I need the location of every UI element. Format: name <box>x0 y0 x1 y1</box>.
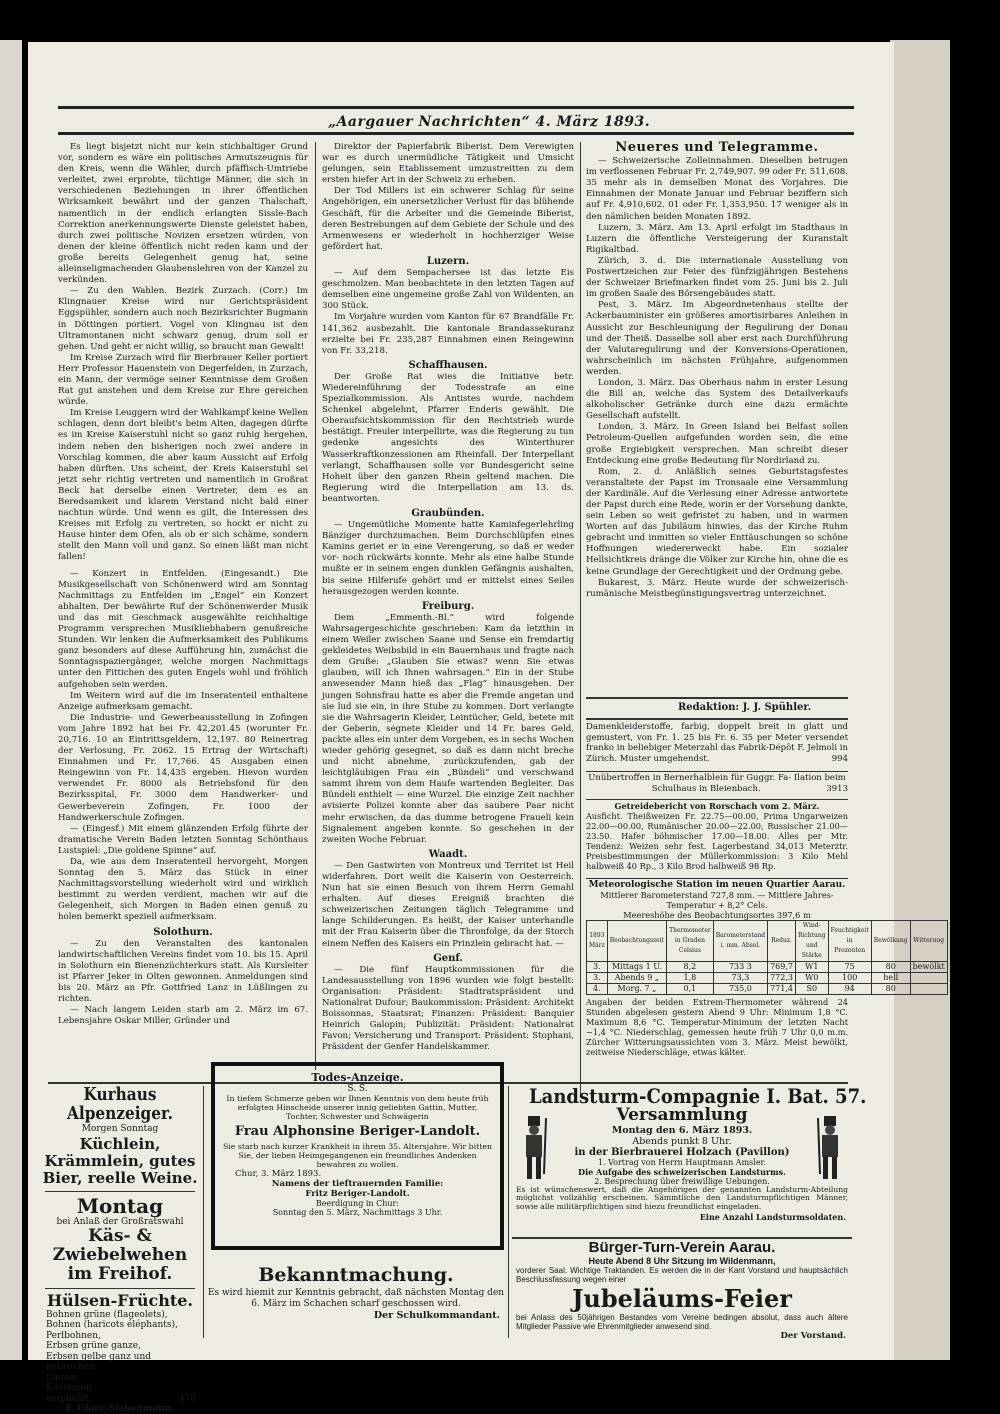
weather-column-header: 1893 März <box>587 921 608 962</box>
ad-title: Bekanntmachung. <box>258 1264 454 1286</box>
ad-bekanntmachung <box>206 1266 506 1338</box>
weather-cell: Mittags 1 U. <box>607 962 666 973</box>
weather-cell: 100 <box>828 973 871 984</box>
list-item: Linsen, <box>46 1372 80 1383</box>
article-paragraph: — Ungemütliche Momente hatte Kaminfegerlehrling Bänziger durchzumachen. Beim Durchschlüpfen eines Kamins geriet er in eine Verengerung, so daß er weder vor- noch rückwärts konnte. Mehr als eine halbe Stunde mußte er in seinem engen dunklen Gefängnis aushalten, bis seine Hilferufe gehört und er mittelst eines Seiles herausgezogen werden konnte. <box>322 520 574 597</box>
left-page-edge <box>0 40 22 1360</box>
weather-cell: W0 <box>795 973 828 984</box>
ad-number: 3913 <box>826 783 848 794</box>
article-paragraph: — Zu den Veranstalten des kantonalen landwirtschaftlichen Vereins findet vom 10. bis 15. April in Solothurn ein Bienenzüchterkurs statt. Als Kursleiter ist Pfarrer Jeker in Olten gewonnen. Anmeldungen sind bis 20. März an Pfr. Gottfried Lanz in Lüßlingen zu richten. <box>58 938 308 1005</box>
column-divider <box>508 1086 509 1338</box>
notice-date: Chur, 3. März 1893. <box>235 1169 322 1179</box>
article-paragraph: Da, wie aus dem Inseratenteil hervorgeht, Morgen Sonntag den 5. März das Stück in einer Nachmittagsvorstellung wiederholt wird und wirklich bestimmt zu werden verdient, machen wir auf die Gelegenheit, sich Morgen in Baden einen genuß zu holen bemerkt speziell aufmerksam. <box>58 857 308 923</box>
rule <box>586 771 848 772</box>
weather-column-header: Reduz. <box>768 921 796 962</box>
weather-footer: Angaben der beiden Extrem-Thermometer während 24 Stunden abgelesen gestern Abend 9 Uhr: Minimum 1,8 °C. Maximum 8,6 °C. Temperatur-Minimum der letzten Nacht −1,4 °C. Niederschlag, gemessen heute früh 7 Uhr 0,0 m.m. Zürcher Witterungsaussichten vom 3. März. Meist bewölkt, zeitweise Niederschläge, etwas kälter. <box>586 997 848 1057</box>
weather-cell: 94 <box>828 984 871 995</box>
section-heading: Solothurn. <box>153 926 213 938</box>
section-heading: Luzern. <box>426 255 470 267</box>
section-heading: Genf. <box>433 952 463 964</box>
weather-cell: 769,7 <box>768 962 796 973</box>
ad-text: Es ist wünschenswert, daß die Angehörigen der genannten Landsturm-Abteilung möglichst vollzählig erscheinen. Sämmtliche den Landsturmpflichtigen Männer, sowie alle militärpflichtigen sind hiezu freundlichst eingeladen. <box>516 1184 848 1212</box>
news-item: Zürich, 3. d. Die internationale Ausstellung von Postwertzeichen zur Feier des fünfzigjährigen Bestehens der Schweizer Briefmarken findet vom 25. Juni bis 2. Juli im großen Saale des Börsengebäudes statt. <box>586 255 848 300</box>
grain-report-title: Getreidebericht von Rorschach vom 2. März. <box>614 801 820 811</box>
list-item: Bohnen (haricots éléphants), <box>46 1320 178 1331</box>
list-item: Erbsen grüne ganze, <box>46 1341 141 1352</box>
ad-text: vorderer Saal. Wichtige Traktanden. Es werden die in der Kant Vorstand und hauptsächlich Beschlussfassung wegen einer <box>516 1265 848 1284</box>
ad-bernerhalblein <box>586 773 848 794</box>
news-item: Rom, 2. d. Anläßlich seines Geburtstagsfestes veranstaltete der Papst im Tronsaale eine Versammlung der Kardinäle. Auf die Verlesung einer Adresse antwortete der Papst durch eine Rede, worin er der Vorsehung dankte, sein Leben so weit gefristet zu haben, und in warmen Worten auf das Jubiläum hinwies, das der Kirche Ruhm gebracht und inmitten so vieler Enttäuschungen so schöne Hoffnungen wiedererweckt habe. Ein sozialer Hellsichtkreis dränge die Völker zur Kirche hin, ohne die es keine Grundlage der Gerechtigkeit und der Ordnung gebe. <box>586 466 848 577</box>
ad-subtitle: bei Anlaß der Großratswahl <box>56 1216 184 1227</box>
ad-headline: Jubeläums-Feier <box>572 1283 792 1313</box>
weather-cell: 772,3 <box>768 973 796 984</box>
list-item: Kastanien, <box>46 1383 95 1394</box>
article-paragraph: Im Vorjahre wurden vom Kanton für 67 Brandfälle Fr. 141,362 ausbezahlt. Die kantonale Brandassekuranz erzielte bei Fr. 235,287 Einnahmen einen Reingewinn von Fr. 33,218. <box>322 312 574 356</box>
weather-table-body <box>587 962 948 995</box>
ad-text: Unübertroffen in Bernerhalblein für Guggr. Fa- Ilation beim Schulhaus in Bleienbach. <box>588 773 846 794</box>
notice-text: Sie starb nach kurzer Krankheit in ihrem 35. Altersjahre. Wir bitten Sie, der lieben Heimgegangenen ein freundliches Andenken bewahren zu wollen. <box>222 1142 493 1169</box>
page-title: „Aargauer Nachrichten“ 4. März 1893. <box>328 114 651 130</box>
weather-title: Meteorologische Station im neuen Quartier Aarau. <box>588 880 846 890</box>
weather-table-header <box>587 921 948 962</box>
weather-cell: 73,3 <box>713 973 767 984</box>
weather-column-header: Barometerstand i. mm. Absol. <box>713 921 767 962</box>
weather-row <box>587 962 948 973</box>
article-paragraph: Der Große Rat wies die Initiative betr. Wiedereinführung der Todesstrafe an eine Spezialkommission. Als Antistes wurde, nachdem Schenkel abgelehnt, Pfarrer Enderis gewählt. Die Oberaufsichtskommission für den Rechtstrieb wurde bestätigt. Freuler interpellirte, was die Regierung zu tun gedenke angesichts des Winterthurer Wasserkraftkonzessionen am Rheinfall. Der Interpellant verlangt, Schaffhausen solle vor Bundesgericht seine Hoheit über den ganzen Rhein geltend machen. Die Regierung wird die Interpellation am 13. ds. beantworten. <box>322 371 574 504</box>
weather-cell: 735,0 <box>713 984 767 995</box>
ad-item-list <box>40 1310 200 1394</box>
ad-title: Montag <box>76 1193 164 1218</box>
article-paragraph: Der Tod Millers ist ein schwerer Schlag für seine Angehörigen, ein unersetzlicher Verlust für das blühende Geschäft, für die Arbeiter und die Gemeinde Biberist, deren Bestrebungen auf dem Gebiete der Schule und des Armenwesens er wiederholt in hochherziger Weise gefördert hat. <box>322 186 574 252</box>
notice-burial: Beerdigung in Chur: <box>315 1199 400 1208</box>
ad-signature: Eine Anzahl Landsturmsoldaten. <box>699 1211 846 1222</box>
article-paragraph: Im Weitern wird auf die im Inseratenteil enthaltene Anzeige aufmerksam gemacht. <box>58 690 308 712</box>
ad-number: 994 <box>831 753 848 764</box>
newspaper-page <box>28 42 945 1414</box>
article-paragraph: — Die fünf Hauptkommissionen für die Landesausstellung von 1896 wurden wie folgt bestellt: Organisation: Präsident: Stadtratspräsident und Nationalrat Dufour; Baukommission: Präsident: Architekt Boissonnas, Staatsrat; Finanzen: Präsident: Banquier Heinrich Galopin; Publizität: Präsident: Nationalrat Favon; Versicherung und Transport: Präsident: Stophani, Präsident der Genfer Handelskammer. <box>322 964 574 1053</box>
section-heading: Schaffhausen. <box>408 359 488 371</box>
weather-column-header: Feuchtigkeit in Prozenten <box>828 921 871 962</box>
article-paragraph: — (Eingesf.) Mit einem glänzenden Erfolg führte der dramatische Verein Baden letzten Sonntag Schönthaus Lustspiel: „Die goldene Spinne“ auf. <box>58 823 308 856</box>
article-paragraph: — Konzert in Entfelden. (Eingesandt.) Die Musikgesellschaft von Schönenwerd wird am Sonntag Nachmittags zu Entfelden im „Engel“ ein Konzert abhalten. Der bewährte Ruf der Schönenwerder Musik und das mit Geschmack ausgewählte reichhaltige Programm versprechen Musikliebhabern genußreiche Stunden. Wir lenken die Aufmerksamkeit des Publikums ganz besonders auf diese Aufführung hin, zumächst die Sonntagsspaziergänger, welche morgen Nachmittags unter den Fittichen des guten Engels wohl und fröhlich aufgehoben sein werden. <box>58 568 308 690</box>
ad-footer-text: empfiehlt <box>46 1393 90 1404</box>
right-page-edge <box>890 40 950 1360</box>
ad-title: Landsturm-Compagnie I. Bat. 57. <box>529 1084 867 1108</box>
ad-title: Bürger-Turn-Verein Aarau. <box>588 1239 776 1256</box>
ad-text: Damenkleiderstoffe, farbig, doppelt breit in glatt und gemustert, von Fr. 1. 25 bis Fr. 6. 35 per Meter versendet franko in beliebiger Meterzahl das Fabrik-Dépôt F. Jelmoli in Zürich. Muster umgehendst. <box>586 722 848 764</box>
notice-initials: S. S. <box>347 1084 368 1094</box>
grain-report <box>586 801 848 871</box>
section-heading: Waadt. <box>428 848 468 860</box>
column-divider <box>315 142 316 1070</box>
article-paragraph: Im Kreise Leuggern wird der Wahlkampf keine Wellen schlagen, denn dort bleibt's beim Alten, dagegen dürfte es im Kreise Kaiserstuhl nicht so ganz ruhig hergehen, indem neben den bisherigen noch zwei andere in Vorschlag kommen, die aber kaum Aussicht auf Erfolg haben dürften. Uns scheint, der Kreis Kaiserstuhl sei jetzt sehr richtig vertreten und namentlich in Großrat Beck hat derselbe einen Vertreter, dem es an Beredsamkeit und klarem Verstand nicht bald einer nachtun würde. Und wenn es gilt, die Interessen des Kreises mit Erfolg zu vertreten, so hockt er nicht zu Hause hinter dem Ofen, als ob er sich schäme, sondern stellt den Mann voll und ganz. So einen läßt man nicht fallen! <box>58 408 308 563</box>
notice-text: In tiefem Schmerze geben wir Ihnen Kenntnis von dem heute früh erfolgten Hinscheide unserer innig geliebten Gattin, Mutter, Tochter, Schwester und Schwägerin <box>226 1094 489 1121</box>
news-item: London, 3. März. In Green Island bei Belfast sollen Petroleum-Quellen aufgefunden worden sein, die eine große Ergiebigkeit versprechen. Man schreibt dieser Entdeckung eine große Bedeutung für Nordirland zu. <box>586 422 848 466</box>
column-1 <box>58 142 308 1070</box>
weather-cell: bewölkt <box>910 962 947 973</box>
ad-text: bei Anlass des 50jährigen Bestandes vom Vereine bedingen absolut, dass auch ältere Mitglieder Passive wie Ehrenmitglieder anwesend sind. <box>516 1312 848 1331</box>
news-item: Bukarest, 3. März. Heute wurde der schweizerisch-rumänische Meistbegünstigungsvertrag unterzeichnet. <box>586 577 848 599</box>
weather-cell: hell <box>871 973 910 984</box>
news-item: London, 3. März. Das Oberhaus nahm in erster Lesung die Bill an, welche das System des Detailverkaufs alkoholischer Getränke durch eine dazu ermächte Gesellschaft aufstellt. <box>586 377 848 422</box>
article-paragraph: Im Kreise Zurzach wird für Bierbrauer Keller portiert Herr Professor Hauenstein von Degerfelden, in Zurzach, ein Mann, der vermöge seiner Kenntnisse dem Großen Rat gut anstehen und dem Kreise zur Ehre gereichen würde. <box>58 352 308 408</box>
ad-agenda: Die Aufgabe des schweizerischen Landsturms. <box>578 1166 786 1177</box>
article-paragraph: — Zu den Wahlen. Bezirk Zurzach. (Corr.) Im Klingnauer Kreise wird nur Gerichtspräsident Eggspühler, sondern auch noch Bezirksrichter Bugmann in Döttingen portiert. Vogel von Klingnau ist den Ultramontanen nicht schwarz genug, drum soll er gehen. Und geht er nicht willig, so braucht man Gewalt! <box>58 286 308 352</box>
list-item: Erbsen gelbe ganz und gebrochen, <box>46 1351 152 1373</box>
weather-subtitle: Meereshöhe des Beobachtungsortes 397,6 m <box>623 910 811 920</box>
section-heading: Neueres und Telegramme. <box>615 140 819 155</box>
news-item: Luzern, 3. März. Am 13. April erfolgt im Stadthaus in Luzern die öffentliche Versteigerung der Kuranstalt Rigikaltbad. <box>586 222 848 255</box>
editor-credit: Redaktion: J. J. Spühler. <box>678 702 812 713</box>
ad-damenkleider <box>586 722 848 764</box>
rule <box>586 697 848 699</box>
weather-cell: W1 <box>795 962 828 973</box>
weather-cell: 3. <box>587 973 608 984</box>
ad-turnverein <box>512 1240 852 1340</box>
ad-landsturm <box>512 1084 867 1234</box>
column-divider <box>580 142 581 1094</box>
list-item: Bohnen grüne (flageolets), <box>46 1309 168 1320</box>
weather-cell: 80 <box>871 962 910 973</box>
weather-cell: 733 3 <box>713 962 767 973</box>
article-paragraph: Die Industrie- und Gewerbeausstellung in Zofingen vom Jahre 1892 hat bei Fr. 42,201.45 (worunter Fr. 20,716. 10 an Eintrittsgeldern, 12,197. 80 Reinertrag der Verlosung, Fr. 2062. 15 Ertrag der Wirtschaft) Einnahmen und Fr. 17,766. 45 Ausgaben einen Reingewinn von Fr. 14,435 ergeben. Hievon wurden verwendet Fr. 8000 als Betriebsfond für den Bezirksspital, Fr. 3000 dem Handwerker- und Gewerbeverein Zofingen, Fr. 1000 der Handwerkerschule Zofingen. <box>58 712 308 823</box>
ad-place: in der Bierbrauerei Holzach (Pavillon) <box>574 1146 790 1158</box>
weather-cell: 8,2 <box>667 962 714 973</box>
news-item: — Schweizerische Zolleinnahmen. Dieselben betrugen im verflossenen Februar Fr. 2,749,907. 99 oder Fr. 511,608. 35 mehr als in demselben Monat des Vorjahres. Die Einnahmen der Monate Januar und Februar beziffern sich auf Fr. 4,910,602. 01 oder Fr. 1,353,950. 17 weniger als in den nämlichen beiden Monaten 1892. <box>586 156 848 222</box>
rule <box>586 799 848 800</box>
ad-title: Kurhaus Alpenzeiger. <box>67 1084 173 1124</box>
column-2 <box>322 142 574 1094</box>
ad-number: 478 <box>178 1393 196 1404</box>
weather-column-header: Witterung <box>910 921 947 962</box>
weather-table <box>586 920 948 995</box>
ad-footer <box>40 1394 200 1404</box>
weather-cell: 3. <box>587 962 608 973</box>
weather-cell <box>910 984 947 995</box>
ad-date: Montag den 6. März 1893. <box>611 1124 753 1136</box>
section-heading: Freiburg. <box>421 600 475 612</box>
column-divider <box>203 1086 204 1338</box>
list-item: Perlbohnen, <box>46 1330 101 1341</box>
article-paragraph: — Nach langem Leiden starb am 2. März im 67. Lebensjahre Oskar Miller, Gründer und <box>58 1005 308 1027</box>
weather-column-header: Bewölkung <box>871 921 910 962</box>
weather-cell: 771,4 <box>768 984 796 995</box>
rule <box>586 878 848 879</box>
ad-headline: Küchlein, Krämmlein, gutes Bier, reelle Weine. <box>42 1134 198 1187</box>
ad-kurhaus <box>40 1084 200 1414</box>
ad-time: Abends punkt 8 Uhr. <box>632 1135 732 1147</box>
weather-row <box>587 984 948 995</box>
weather-station <box>586 880 945 1057</box>
article-paragraph: Direktor der Papierfabrik Biberist. Dem Verewigten war es durch unermüdliche Tätigkeit und Umsicht gelungen, sein Etablissement umzustreitten zu dem ersten hiefer Art in der Schweiz zu erheben. <box>322 142 574 186</box>
article-paragraph: — Den Gastwirten von Montreux und Territet ist Heil widerfahren. Dort weilt die Kaiserin von Oesterreich. Nun hat sie einen Besuch von ihrem Herrn Gemahl erhalten. Auf dieses Ereigniß brachten die schweizerischen Zeitungen täglich Telegramme und lange Schilderungen. Es heißt, der Kaiser unterhandle mit der Frau Kaiserin über die Thronfolge, da der Storch einem Neffen des Kaisers ein Prinzlein gebracht hat. — <box>322 860 574 949</box>
article-paragraph: Dem „Emmenth.-Bl.“ wird folgende Wahrsagergeschichte geschrieben: Kam da letzthin in einem Weiler zwischen Saane und Sense ein fremdartig gekleidetes Weibsbild in ein Bauernhaus und fragte nach dem Gruße: „Glauben Sie etwas? wenn Sie etwas glauben, will ich Ihnen wahrsagen.“ Ein in der Stube anwesender Mann hieß das „Flag“ hinausgehen. Der jungen Sohnsfrau hatte es aber die Fremde angetan und sie lud sie ein, in ihre Stube zu kommen. Dort verlangte sie die Wahrsagerin Kleider, Leintücher, Geld, betete mit der Geberin, segnete Kleider und 14 Fr. bares Geld, packte alles ein unter dem Vorgeben, es in sechs Wochen wieder gehörig gesegnet, so daß es dann nicht breche und nicht abnehme, zurückzufenden, gab der leichtgläubigen Frau ein „Bündeli“ und verschwand sammt ihrem von dem Haufe wartenden Begleiter. Das Bündeli enthielt — eine Wurzel. Die einzige Zeit nachher avisierte Polizei konnte aber das saubere Paar nicht mehr erwischen, da das dumme betrogene Fraueli kein Signalement angeben konnte. So geschehen in der zweiten Woche Februar. <box>322 612 574 845</box>
soldier-icon <box>810 1114 850 1182</box>
weather-cell: Abends 9 „ <box>607 973 666 984</box>
weather-cell: 4. <box>587 984 608 995</box>
weather-column-header: Wind-Richtung und Stärke <box>795 921 828 962</box>
article-paragraph: — Auf dem Sempachersee ist das letzte Eis geschmolzen. Man beobachtete in den letzten Tagen auf demselben eine ungemeine große Zahl von Wildenten, an 300 Stück. <box>322 268 574 312</box>
ad-headline: Versammlung <box>616 1105 748 1125</box>
weather-cell: 0,1 <box>667 984 714 995</box>
ad-signature: Der Vorstand. <box>780 1330 846 1341</box>
article-paragraph: Es liegt bisjetzt nicht nur kein stichhaltiger Grund vor, sondern es wäre ein politisches Armutszeugnis für den Kreis, wenn die Wähler, durch pfäffisch-Umtriebe verleitet, zwei erprobte, tüchtige Männer, die sich in verschiedenen Beziehungen in ihrer öffentlichen Wirksamkeit bewährt und der ganzen Thalschaft, namentlich in der endlich erlangten Sissle-Bach Correktion anerkennungswerte Dienste geleistet haben, durch zwei politische Novizen ersetzen würden, von denen der kleine öffentlich nicht reden kann und der große bereits Gelegenheit genug hat, seine alleinseligmachenden Glaubenslehren von der Kanzel zu verkünden. <box>58 142 308 286</box>
ad-signature: F. Glaer-Siebenmann. <box>65 1403 175 1414</box>
column-3-news <box>586 142 848 752</box>
grain-report-text: Ausficht. Theißweizen Fr. 22.75—00.00, Prima Ungarweizen 22.00—00.00, Rumänischer 20.00—22.00, Russischer 21.00—23.50. Hafer böhmischer 17.00—18.00. Alles per Mtr. Tendenz: Weizen sehr fest. Lagerbestand 34,013 Meterztr. Preisbestimmungen der Müllerkommission: 3 Kilo Mehl halbweiß 40 Rp., 3 Kilo Brod halbweiß 98 Rp. <box>586 811 848 871</box>
header-rule-top <box>58 106 854 109</box>
weather-cell <box>910 973 947 984</box>
ad-headline: Käs- & Zwiebelwehen im Freihof. <box>52 1225 188 1284</box>
soldier-icon <box>514 1114 554 1182</box>
weather-column-header: Beobachtungszeit <box>607 921 666 962</box>
weather-cell: 75 <box>828 962 871 973</box>
header-rule-bottom <box>58 132 854 135</box>
weather-cell: 80 <box>871 984 910 995</box>
weather-cell: S0 <box>795 984 828 995</box>
ad-text: Es wird hiemit zur Kenntnis gebracht, daß nächsten Montag den 6. März im Schachen scharf geschossen wird. <box>207 1287 505 1309</box>
weather-subtitle: Mittlerer Barometerstand 727,8 mm. — Mittlere Jahres-Temperatur + 8,2° Cels. <box>600 890 834 910</box>
notice-burial: Sonntag den 5. März, Nachmittags 3 Uhr. <box>272 1208 443 1217</box>
notice-name: Frau Alphonsine Beriger-Landolt. <box>234 1124 481 1139</box>
death-notice <box>211 1062 504 1250</box>
news-item: Pest, 3. März. Im Abgeordnetenhaus stellte der Ackerbauminister ein größeres amortisirbares Anleihen in Aussicht zur Beschleunigung der Regulirung der Donau und der Theiß. Dasselbe soll aber erst nach Durchführung der Valutaregulirung und der Konversions-Operationen, wahrscheinlich im nächsten Frühjahre, aufgenommen werden. <box>586 300 848 377</box>
ad-signature: Der Schulkommandant. <box>373 1309 500 1321</box>
notice-family: Namens der tieftrauernden Familie: <box>271 1179 444 1189</box>
rule <box>45 1191 195 1192</box>
ad-subtitle: Morgen Sonntag <box>81 1123 159 1134</box>
weather-cell: 1,8 <box>667 973 714 984</box>
weather-row <box>587 973 948 984</box>
weather-cell: Morg. 7 „ <box>607 984 666 995</box>
notice-signer: Fritz Beriger-Landolt. <box>305 1189 410 1199</box>
rule <box>586 718 848 720</box>
rule <box>45 1288 195 1289</box>
notice-title: Todes-Anzeige. <box>311 1071 404 1084</box>
ad-agenda: 2. Besprechung über freiwillige Uebungen. <box>594 1176 770 1186</box>
weather-column-header: Thermometer in Graden Celsius <box>667 921 714 962</box>
ad-title: Hülsen-Früchte. <box>47 1290 193 1310</box>
ad-agenda: 1. Vortrag von Herrn Hauptmann Amsler. <box>597 1157 767 1167</box>
section-heading: Graubünden. <box>411 508 485 519</box>
ad-subtitle: Heute Abend 8 Uhr Sitzung im Wildenmann, <box>588 1255 776 1266</box>
